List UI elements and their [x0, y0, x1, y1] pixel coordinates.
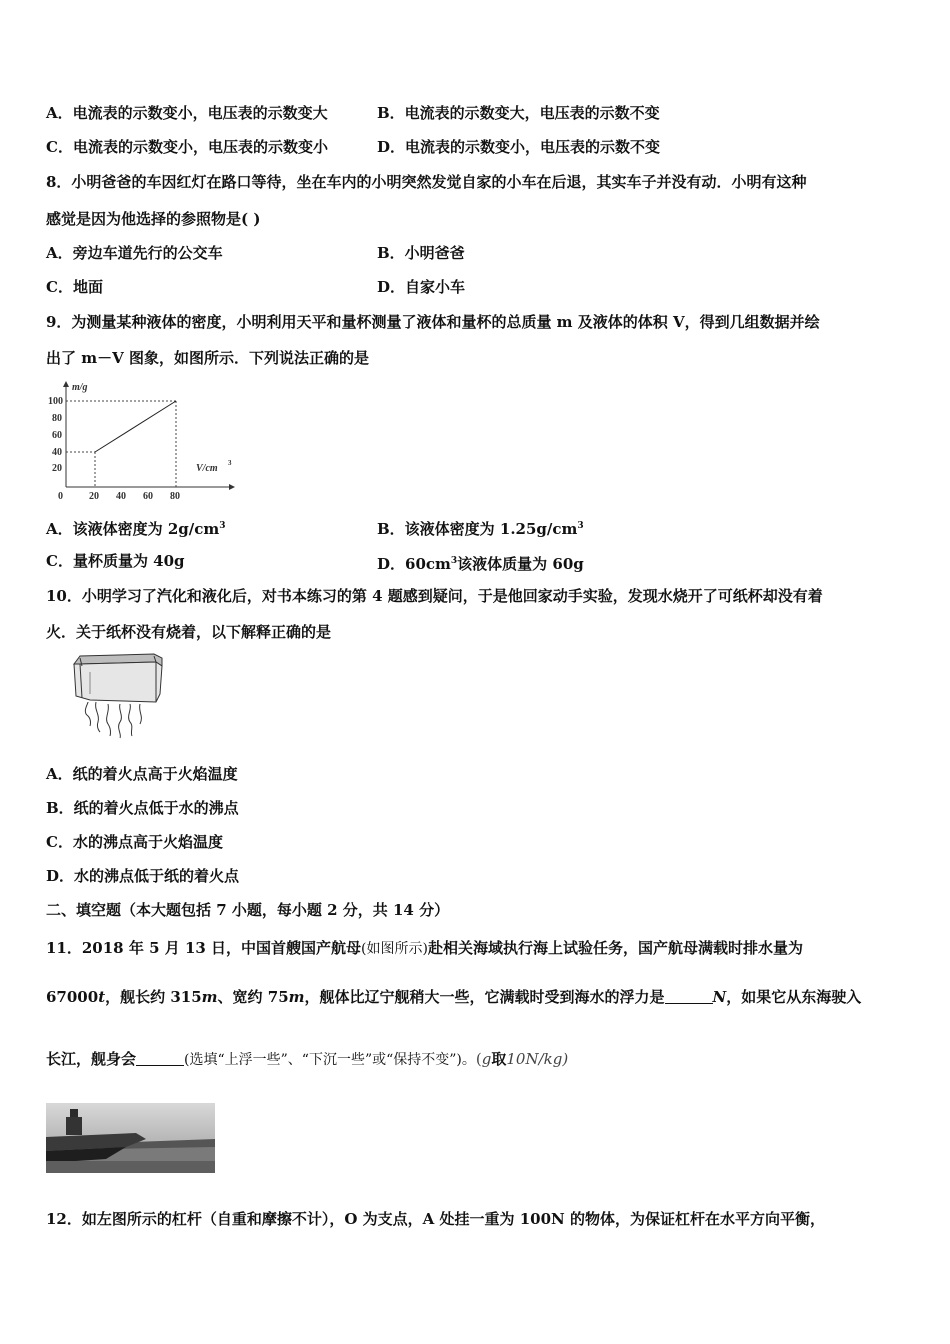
q8-option-d: D．自家小车: [377, 278, 466, 296]
x-tick-20: 20: [89, 491, 99, 502]
x-tick-40: 40: [116, 491, 126, 502]
q8-option-c: C．地面: [46, 278, 103, 296]
q9-option-d: D．$60cm^3$该液体质量为 60g: [377, 555, 584, 573]
y-axis-label: m/g: [72, 382, 88, 393]
y-tick-40: 40: [52, 447, 62, 458]
q9-option-b: B．该液体密度为 $1.25g/cm^3$: [377, 520, 584, 538]
mv-data-line: [95, 401, 176, 452]
q11-line1: 11．2018 年 5 月 13 日，中国首艘国产航母(如图所示)赴相关海域执行海上试验任务，国产航母满载时排水量为: [46, 939, 803, 957]
section2-heading: 二、填空题（本大题包括 7 小题，每小题 2 分，共 14 分）: [46, 901, 450, 919]
q7-option-a: A．电流表的示数变小，电压表的示数变大: [46, 104, 328, 122]
q9-stem-line2: 出了 m－V 图象，如图所示．下列说法正确的是: [46, 349, 369, 367]
q9-option-c: C．量杯质量为 40g: [46, 552, 185, 570]
q11-line2: 67000t，舰长约 315m、宽约 75m，舰体比辽宁舰稍大一些，它满载时受到海水的浮力是 N，如果它从东海驶入: [46, 988, 862, 1006]
x-tick-60: 60: [143, 491, 153, 502]
q7-option-d: D．电流表的示数变小，电压表的示数不变: [377, 138, 661, 156]
q9-stem-line1: 9．为测量某种液体的密度，小明利用天平和量杯测量了液体和量杯的总质量 m 及液体的体积 V，得到几组数据并绘: [46, 313, 820, 331]
q11-line3: 长江，舰身会 (选填“上浮一些”、“下沉一些”或“保持不变”)。(g取10N/kg): [46, 1050, 569, 1068]
q11-blank-change[interactable]: [136, 1051, 184, 1066]
y-tick-100: 100: [48, 396, 63, 407]
y-tick-60: 60: [52, 430, 62, 441]
x-axis-label-sup: 3: [228, 459, 232, 467]
q10-option-a: A．纸的着火点高于火焰温度: [46, 765, 238, 783]
y-tick-20: 20: [52, 463, 62, 474]
q10-stem-line1: 10．小明学习了汽化和液化后，对书本练习的第 4 题感到疑问，于是他回家动手实验，发现水烧开了可纸杯却没有着: [46, 587, 823, 605]
q8-option-b: B．小明爸爸: [377, 244, 465, 262]
q11-blank-buoyancy[interactable]: [665, 989, 713, 1004]
x-axis-label: V/cm: [196, 463, 218, 474]
q12-stem-line1: 12．如左图所示的杠杆（自重和摩擦不计），O 为支点，A 处挂一重为 100N 的物体，为保证杠杆在水平方向平衡，: [46, 1210, 825, 1228]
mv-graph: [44, 378, 244, 502]
q8-stem-line2: 感觉是因为他选择的参照物是( ): [46, 210, 261, 228]
x-tick-0: 0: [58, 491, 63, 502]
q10-option-d: D．水的沸点低于纸的着火点: [46, 867, 240, 885]
q10-stem-line2: 火．关于纸杯没有烧着，以下解释正确的是: [46, 623, 332, 641]
q10-option-c: C．水的沸点高于火焰温度: [46, 833, 223, 851]
q10-option-b: B．纸的着火点低于水的沸点: [46, 799, 239, 817]
q8-stem-line1: 8．小明爸爸的车因红灯在路口等待，坐在车内的小明突然发觉自家的小车在后退，其实车子并没有动．小明有这种: [46, 173, 807, 191]
y-tick-80: 80: [52, 413, 62, 424]
paper-box-flame-figure: [70, 652, 170, 742]
q8-option-a: A．旁边车道先行的公交车: [46, 244, 223, 262]
q7-option-b: B．电流表的示数变大，电压表的示数不变: [377, 104, 660, 122]
aircraft-carrier-photo: [46, 1103, 215, 1173]
q9-option-a: A．该液体密度为 $2g/cm^3$: [46, 520, 226, 538]
x-tick-80: 80: [170, 491, 180, 502]
q7-option-c: C．电流表的示数变小，电压表的示数变小: [46, 138, 328, 156]
